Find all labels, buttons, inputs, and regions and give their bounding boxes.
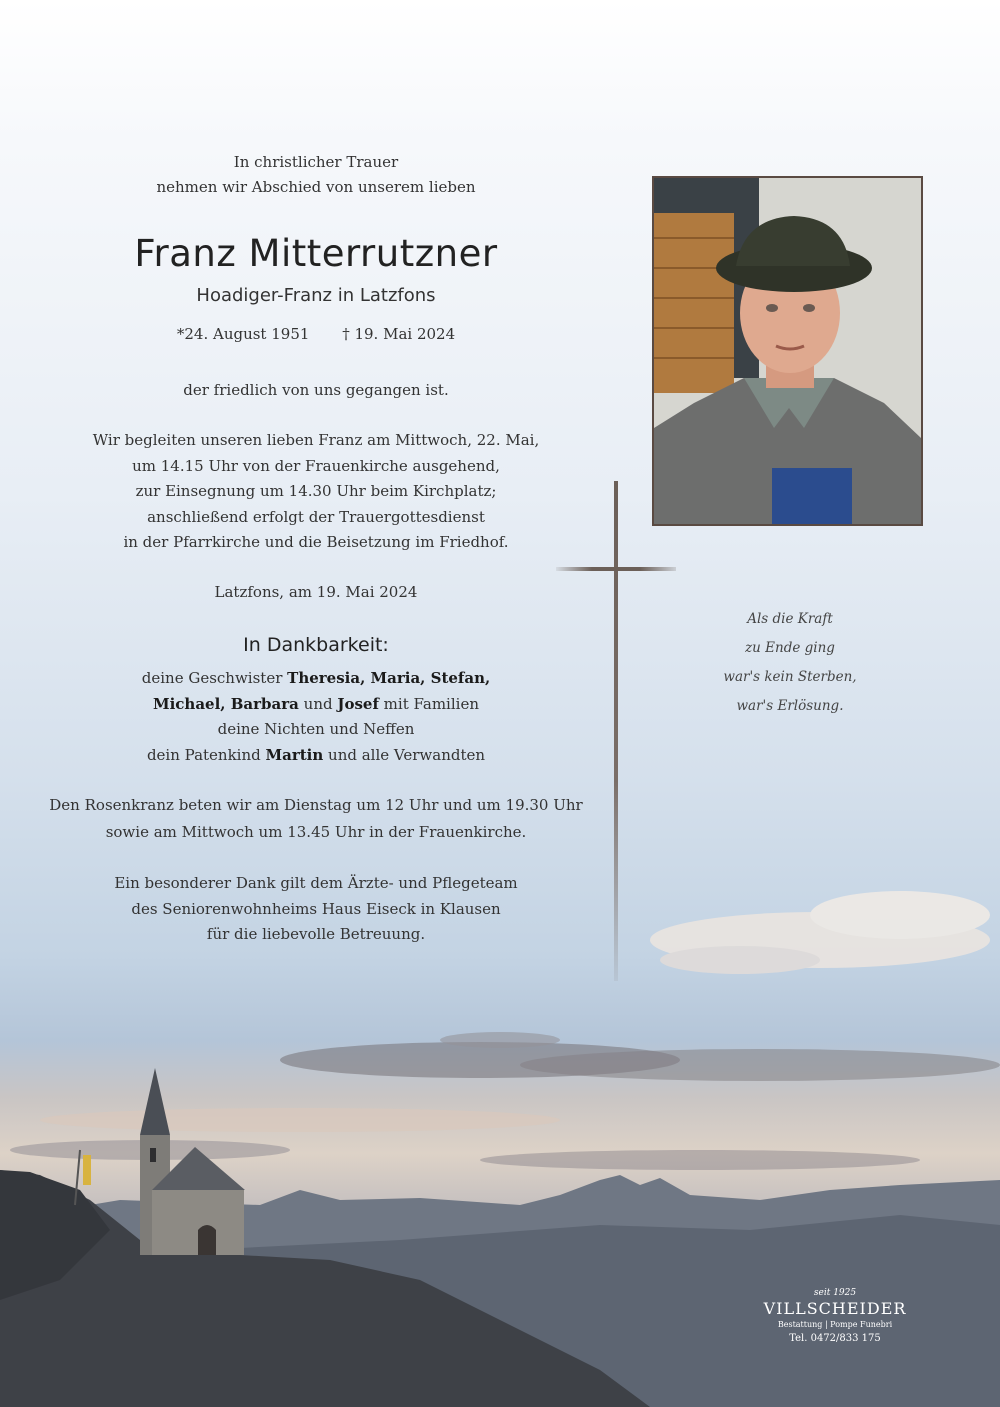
rosary-line: Den Rosenkranz beten wir am Dienstag um 12 Uhr und um 19.30 Uhr bbox=[49, 796, 583, 814]
funeral-line: um 14.15 Uhr von der Frauenkirche ausgehend, bbox=[132, 456, 500, 475]
gratitude-line: des Seniorenwohnheims Haus Eiseck in Klausen bbox=[131, 899, 501, 918]
logo-phone: Tel. 0472/833 175 bbox=[789, 1333, 881, 1344]
funeral-line: zur Einsegnung um 14.30 Uhr beim Kirchplatz; bbox=[135, 482, 497, 500]
poem-line: zu Ende ging bbox=[745, 640, 835, 656]
poem-line: war's kein Sterben, bbox=[723, 669, 857, 685]
logo-brand: VILLSCHEIDER bbox=[763, 1299, 907, 1318]
thanks-names: Martin bbox=[265, 745, 324, 764]
deceased-name: Franz Mitterrutzner bbox=[134, 232, 498, 275]
place-date: Latzfons, am 19. Mai 2024 bbox=[214, 583, 418, 601]
thanks-heading: In Dankbarkeit: bbox=[243, 634, 389, 656]
thanks-line-3: deine Nichten und Neffen bbox=[217, 720, 415, 738]
thanks-text: und bbox=[298, 694, 338, 713]
portrait-photo bbox=[652, 176, 923, 526]
thanks-text: mit Familien bbox=[378, 694, 479, 713]
death-date: † 19. Mai 2024 bbox=[342, 325, 456, 343]
rosary-line: sowie am Mittwoch um 13.45 Uhr in der Frauenkirche. bbox=[105, 823, 527, 841]
funeral-details bbox=[40, 428, 592, 556]
intro-line-2: nehmen wir Abschied von unserem lieben bbox=[156, 178, 476, 196]
thanks-names: Josef bbox=[337, 694, 379, 713]
passed-text: der friedlich von uns gegangen ist. bbox=[183, 381, 449, 399]
logo-since: seit 1925 bbox=[813, 1288, 857, 1298]
funeral-home-logo bbox=[760, 1288, 910, 1344]
funeral-line: in der Pfarrkirche und die Beisetzung im Friedhof. bbox=[123, 533, 509, 551]
poem-line: war's Erlösung. bbox=[736, 698, 844, 714]
logo-subtitle: Bestattung | Pompe Funebri bbox=[777, 1320, 893, 1329]
gratitude-line: Ein besonderer Dank gilt dem Ärzte- und Pflegeteam bbox=[114, 874, 518, 892]
thanks-line-4 bbox=[40, 743, 592, 769]
poem-line: Als die Kraft bbox=[747, 611, 833, 627]
thanks-line-1 bbox=[40, 666, 592, 692]
funeral-line: Wir begleiten unseren lieben Franz am Mittwoch, 22. Mai, bbox=[92, 431, 540, 449]
birth-date: *24. August 1951 bbox=[176, 325, 310, 343]
cross-vertical-bar bbox=[614, 481, 618, 981]
gratitude-text bbox=[40, 871, 592, 948]
gratitude-line: für die liebevolle Betreuung. bbox=[206, 925, 426, 943]
thanks-list bbox=[40, 666, 592, 768]
life-dates bbox=[40, 325, 592, 343]
thanks-text: deine Geschwister bbox=[141, 669, 288, 687]
thanks-text: dein Patenkind bbox=[146, 745, 266, 764]
intro-text bbox=[40, 150, 592, 200]
chapel bbox=[140, 1068, 245, 1255]
funeral-line: anschließend erfolgt der Trauergottesdienst bbox=[147, 507, 485, 526]
cross-horizontal-bar bbox=[556, 567, 676, 571]
thanks-line-2 bbox=[40, 692, 592, 718]
portrait-illustration bbox=[654, 178, 921, 524]
thanks-names: Michael, Barbara bbox=[153, 694, 299, 713]
intro-line-1: In christlicher Trauer bbox=[233, 153, 399, 171]
rosary-text bbox=[40, 792, 592, 846]
deceased-nickname: Hoadiger-Franz in Latzfons bbox=[196, 285, 436, 306]
thanks-text: und alle Verwandten bbox=[323, 745, 486, 764]
thanks-names: Theresia, Maria, Stefan, bbox=[287, 669, 491, 687]
poem bbox=[700, 605, 880, 721]
